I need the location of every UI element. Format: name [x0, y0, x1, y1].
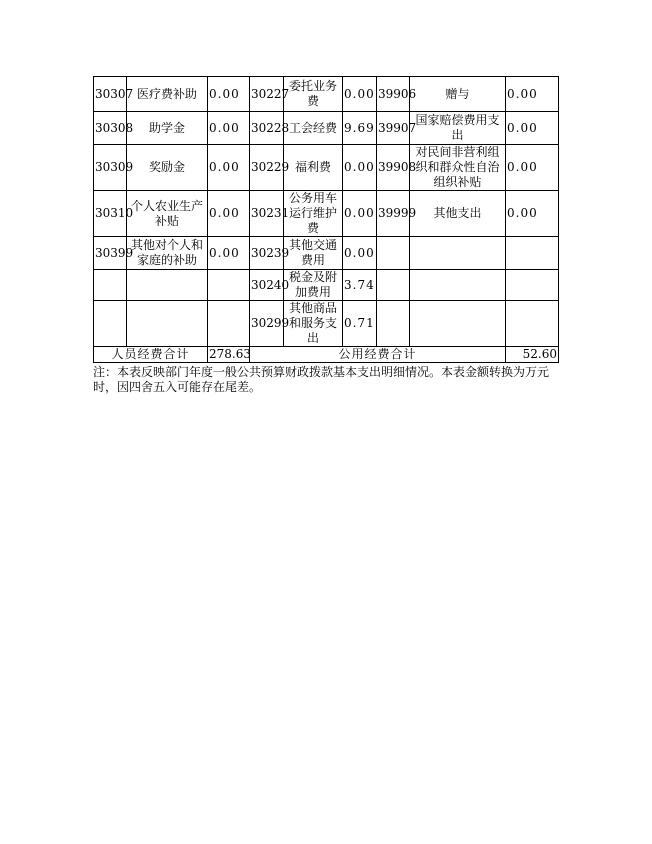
other-item — [410, 237, 506, 270]
personnel-item: 助学金 — [127, 112, 208, 145]
other-code: 39908 — [377, 145, 410, 191]
public-total-amount: 52.60 — [506, 347, 559, 363]
personnel-item: 医疗费补助 — [127, 77, 208, 112]
public-code: 30227 — [250, 77, 284, 112]
personnel-code: 30310 — [94, 191, 127, 237]
public-code: 30299 — [250, 301, 284, 347]
public-item: 委托业务费 — [284, 77, 343, 112]
other-code — [377, 237, 410, 270]
table-row — [94, 191, 559, 237]
public-item: 其他商品和服务支出 — [284, 301, 343, 347]
other-item: 其他支出 — [410, 191, 506, 237]
totals-row — [94, 347, 559, 363]
personnel-amount: 0.00 — [208, 77, 250, 112]
other-amount: 0.00 — [506, 145, 559, 191]
public-amount: 0.00 — [343, 77, 377, 112]
other-item — [410, 301, 506, 347]
other-code: 39906 — [377, 77, 410, 112]
public-item: 其他交通费用 — [284, 237, 343, 270]
personnel-item — [127, 301, 208, 347]
other-item: 国家赔偿费用支出 — [410, 112, 506, 145]
public-code: 30229 — [250, 145, 284, 191]
other-item — [410, 270, 506, 301]
personnel-amount: 0.00 — [208, 112, 250, 145]
other-amount: 0.00 — [506, 112, 559, 145]
table-row — [94, 145, 559, 191]
personnel-code: 30399 — [94, 237, 127, 270]
public-total-label: 公用经费合计 — [250, 347, 506, 363]
table-row — [94, 301, 559, 347]
other-code — [377, 301, 410, 347]
expenditure-detail-table — [93, 76, 559, 363]
other-amount — [506, 301, 559, 347]
personnel-code: 30308 — [94, 112, 127, 145]
personnel-code: 30307 — [94, 77, 127, 112]
public-code: 30228 — [250, 112, 284, 145]
personnel-code: 30309 — [94, 145, 127, 191]
public-item: 福利费 — [284, 145, 343, 191]
other-item: 赠与 — [410, 77, 506, 112]
budget-sheet — [93, 76, 558, 395]
other-amount: 0.00 — [506, 77, 559, 112]
table-row — [94, 270, 559, 301]
personnel-item: 奖励金 — [127, 145, 208, 191]
personnel-code — [94, 301, 127, 347]
personnel-amount: 0.00 — [208, 191, 250, 237]
personnel-total-amount: 278.63 — [209, 347, 251, 361]
public-item: 税金及附加费用 — [284, 270, 343, 301]
other-item: 对民间非营利组织和群众性自治组织补贴 — [410, 145, 506, 191]
table-body — [94, 77, 559, 363]
personnel-item — [127, 270, 208, 301]
personnel-item: 其他对个人和家庭的补助 — [127, 237, 208, 270]
personnel-amount — [208, 270, 250, 301]
table-row — [94, 112, 559, 145]
public-code: 30240 — [250, 270, 284, 301]
personnel-total-label: 人员经费合计 — [94, 347, 208, 363]
public-amount: 9.69 — [343, 112, 377, 145]
public-amount: 3.74 — [343, 270, 377, 301]
public-amount: 0.71 — [343, 301, 377, 347]
personnel-amount — [208, 301, 250, 347]
other-amount — [506, 237, 559, 270]
other-code — [377, 270, 410, 301]
table-footnote: 注：本表反映部门年度一般公共预算财政拨款基本支出明细情况。本表金额转换为万元时，因四舍五入可能存在尾差。 — [93, 365, 550, 394]
public-code: 30231 — [250, 191, 284, 237]
other-code: 39999 — [377, 191, 410, 237]
other-amount: 0.00 — [506, 191, 559, 237]
public-amount: 0.00 — [343, 237, 377, 270]
table-row — [94, 77, 559, 112]
other-amount — [506, 270, 559, 301]
public-amount: 0.00 — [343, 191, 377, 237]
personnel-code — [94, 270, 127, 301]
personnel-amount: 0.00 — [208, 145, 250, 191]
personnel-amount: 0.00 — [208, 237, 250, 270]
personnel-item: 个人农业生产补贴 — [127, 191, 208, 237]
public-item: 工会经费 — [284, 112, 343, 145]
public-item: 公务用车运行维护费 — [284, 191, 343, 237]
public-code: 30239 — [250, 237, 284, 270]
other-code: 39907 — [377, 112, 410, 145]
table-row — [94, 237, 559, 270]
public-amount: 0.00 — [343, 145, 377, 191]
